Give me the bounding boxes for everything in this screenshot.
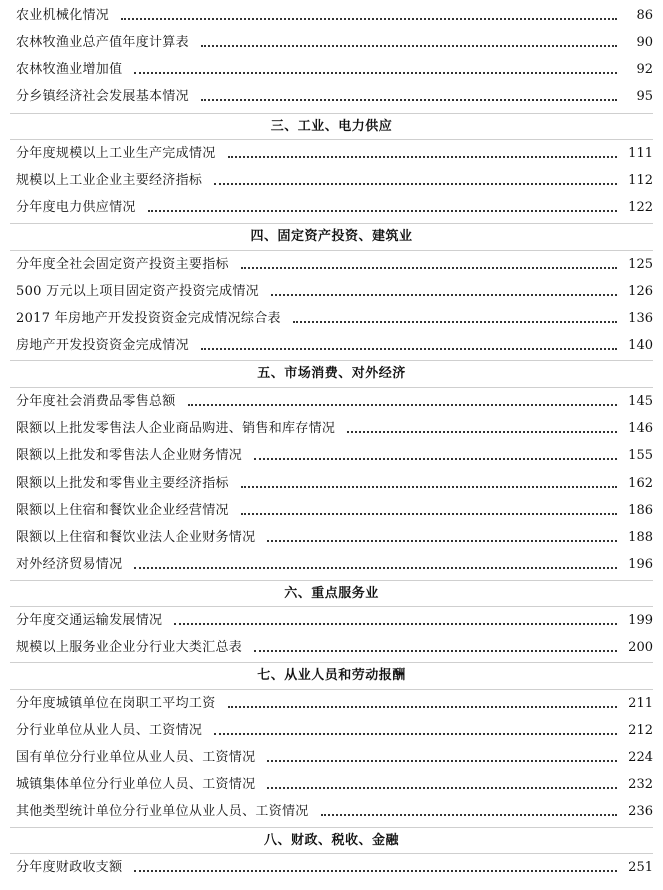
toc-entry-page: 188: [628, 530, 653, 545]
toc-entry-title: 分年度全社会固定资产投资主要指标: [16, 257, 229, 272]
toc-entry[interactable]: [16, 444, 653, 464]
toc-entry-page: 232: [628, 777, 653, 792]
toc-entry-page: 162: [628, 476, 653, 491]
toc-entry[interactable]: [16, 553, 653, 573]
toc-entry-title: 限额以上住宿和餐饮业法人企业财务情况: [16, 530, 256, 545]
toc-entry-title: 其他类型统计单位分行业单位从业人员、工资情况: [16, 804, 309, 819]
toc-entry[interactable]: [16, 58, 653, 78]
dot-leader: [347, 431, 617, 433]
toc-entry[interactable]: [16, 773, 653, 793]
toc-entry-title: 分乡镇经济社会发展基本情况: [16, 89, 189, 104]
toc-entry-title: 城镇集体单位分行业单位人员、工资情况: [16, 777, 256, 792]
toc-entry[interactable]: [16, 253, 653, 273]
divider: [10, 853, 653, 854]
dot-leader: [228, 706, 617, 708]
toc-entry[interactable]: [16, 142, 653, 162]
toc-entry[interactable]: [16, 609, 653, 629]
toc-entry-title: 分年度城镇单位在岗职工平均工资: [16, 696, 216, 711]
dot-leader: [228, 156, 617, 158]
dot-leader: [188, 404, 617, 406]
toc-entry[interactable]: [16, 4, 653, 24]
divider: [10, 360, 653, 361]
toc-entry[interactable]: [16, 800, 653, 820]
toc-entry-title: 分年度财政收支额: [16, 860, 123, 875]
toc-entry[interactable]: [16, 417, 653, 437]
dot-leader: [267, 540, 617, 542]
toc-entry-page: 92: [636, 62, 653, 77]
dot-leader: [271, 294, 617, 296]
dot-leader: [293, 321, 617, 323]
divider: [10, 827, 653, 828]
divider: [10, 113, 653, 114]
dot-leader: [321, 814, 617, 816]
toc-entry-title: 房地产开发投资资金完成情况: [16, 338, 189, 353]
toc-entry-title: 限额以上批发零售法人企业商品购进、销售和库存情况: [16, 421, 336, 436]
dot-leader: [241, 513, 617, 515]
section-heading: 六、重点服务业: [284, 586, 379, 601]
dot-leader: [201, 348, 617, 350]
toc-entry-page: 200: [628, 640, 653, 655]
toc-entry-page: 90: [636, 35, 653, 50]
toc-entry[interactable]: [16, 280, 653, 300]
toc-entry[interactable]: [16, 692, 653, 712]
dot-leader: [214, 183, 617, 185]
dot-leader: [148, 210, 617, 212]
toc-entry[interactable]: [16, 307, 653, 327]
dot-leader: [267, 760, 617, 762]
toc-entry-page: 146: [628, 421, 653, 436]
dot-leader: [254, 458, 617, 460]
dot-leader: [241, 486, 617, 488]
dot-leader: [201, 99, 617, 101]
toc-entry[interactable]: [16, 636, 653, 656]
toc-entry[interactable]: [16, 334, 653, 354]
toc-entry-title: 农业机械化情况: [16, 8, 110, 23]
toc-entry-title: 规模以上工业企业主要经济指标: [16, 173, 203, 188]
divider: [10, 662, 653, 663]
divider: [10, 223, 653, 224]
toc-entry[interactable]: [16, 719, 653, 739]
toc-entry-title: 农林牧渔业总产值年度计算表: [16, 35, 189, 50]
toc-entry-title: 限额以上住宿和餐饮业企业经营情况: [16, 503, 229, 518]
dot-leader: [134, 567, 617, 569]
toc-entry-title: 对外经济贸易情况: [16, 557, 123, 572]
dot-leader: [267, 787, 617, 789]
toc-entry[interactable]: [16, 390, 653, 410]
dot-leader: [121, 18, 617, 20]
divider: [10, 580, 653, 581]
toc-entry-title: 限额以上批发和零售业主要经济指标: [16, 476, 229, 491]
toc-entry-page: 212: [628, 723, 653, 738]
toc-entry[interactable]: [16, 31, 653, 51]
dot-leader: [241, 267, 617, 269]
toc-entry-page: 199: [628, 613, 653, 628]
toc-entry-page: 196: [628, 557, 653, 572]
toc-entry[interactable]: [16, 196, 653, 216]
toc-entry[interactable]: [16, 472, 653, 492]
toc-entry-page: 140: [628, 338, 653, 353]
toc-entry[interactable]: [16, 856, 653, 876]
divider: [10, 387, 653, 388]
dot-leader: [214, 733, 617, 735]
dot-leader: [174, 623, 617, 625]
toc-entry-title: 分年度社会消费品零售总额: [16, 394, 176, 409]
toc-entry-page: 111: [628, 146, 653, 161]
toc-entry-title: 500 万元以上项目固定资产投资完成情况: [16, 284, 259, 299]
toc-entry-title: 2017 年房地产开发投资资金完成情况综合表: [16, 311, 281, 326]
toc-entry-page: 125: [628, 257, 653, 272]
toc-entry-page: 186: [628, 503, 653, 518]
dot-leader: [134, 72, 617, 74]
toc-entry[interactable]: [16, 526, 653, 546]
section-heading: 五、市场消费、对外经济: [257, 366, 406, 381]
toc-entry-title: 分行业单位从业人员、工资情况: [16, 723, 203, 738]
toc-entry-page: 112: [628, 173, 653, 188]
section-heading: 三、工业、电力供应: [270, 119, 393, 134]
dot-leader: [201, 45, 617, 47]
toc-entry[interactable]: [16, 499, 653, 519]
divider: [10, 250, 653, 251]
toc-entry-title: 限额以上批发和零售法人企业财务情况: [16, 448, 243, 463]
dot-leader: [254, 650, 617, 652]
toc-entry-page: 145: [628, 394, 653, 409]
toc-entry-title: 国有单位分行业单位从业人员、工资情况: [16, 750, 256, 765]
divider: [10, 606, 653, 607]
toc-entry-title: 分年度电力供应情况: [16, 200, 136, 215]
divider: [10, 689, 653, 690]
toc-entry[interactable]: [16, 85, 653, 105]
toc-entry-page: 136: [628, 311, 653, 326]
toc-entry[interactable]: [16, 169, 653, 189]
toc-entry-page: 211: [628, 696, 653, 711]
toc-entry-page: 155: [628, 448, 653, 463]
toc-entry-page: 251: [628, 860, 653, 875]
dot-leader: [134, 870, 617, 872]
divider: [10, 139, 653, 140]
toc-entry-title: 农林牧渔业增加值: [16, 62, 123, 77]
toc-entry-title: 规模以上服务业企业分行业大类汇总表: [16, 640, 243, 655]
toc-entry-page: 126: [628, 284, 653, 299]
toc-entry-page: 86: [636, 8, 653, 23]
section-heading: 八、财政、税收、金融: [263, 833, 399, 848]
toc-entry-page: 95: [636, 89, 653, 104]
toc-entry-title: 分年度规模以上工业生产完成情况: [16, 146, 216, 161]
toc-entry-page: 236: [628, 804, 653, 819]
section-heading: 七、从业人员和劳动报酬: [257, 668, 406, 683]
toc-entry-title: 分年度交通运输发展情况: [16, 613, 163, 628]
toc-entry[interactable]: [16, 746, 653, 766]
toc-entry-page: 224: [628, 750, 653, 765]
toc-entry-page: 122: [628, 200, 653, 215]
section-heading: 四、固定资产投资、建筑业: [250, 229, 413, 244]
